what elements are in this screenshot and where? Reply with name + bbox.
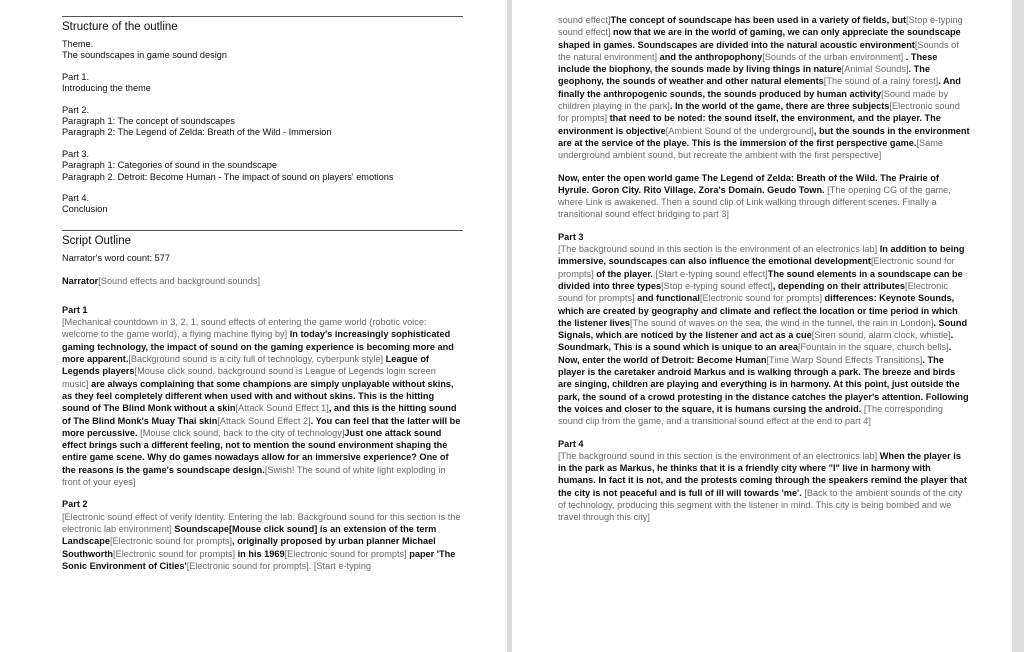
part-2-title: Part 2 bbox=[62, 499, 88, 510]
outline-block bbox=[62, 193, 463, 216]
sound-cue: [Sound made by children playing in the park] bbox=[558, 88, 949, 112]
outline-block bbox=[62, 105, 463, 139]
part-2-text bbox=[62, 512, 461, 571]
narration-text: and the anthropophony bbox=[657, 51, 763, 62]
outline-part-text: Introducing the theme bbox=[62, 83, 151, 94]
narration-text: and functional bbox=[634, 293, 700, 304]
narration-text: . In the world of the game, there are three subjects bbox=[669, 101, 890, 112]
sound-cue: [Animal Sounds] bbox=[841, 64, 909, 75]
narration-text: . Now, enter the world of Detroit: Become Human bbox=[558, 342, 952, 365]
script-divider bbox=[62, 230, 463, 231]
part-4-title: Part 4 bbox=[558, 438, 584, 449]
narration-text: . Soundmark, This is a sound which is unique to an area bbox=[558, 330, 954, 353]
sound-cue: [Mouse click sound, background sound is League of Legends login screen music] bbox=[62, 366, 436, 389]
sound-cue: [Sounds of the natural environment] bbox=[558, 39, 959, 62]
narration-text: . You can feel that the latter will be more percussive. bbox=[62, 415, 461, 438]
part-4 bbox=[558, 438, 970, 524]
sound-cue: [Attack Sound Effect 2] bbox=[217, 415, 311, 426]
part-1 bbox=[62, 304, 463, 488]
narration-text: . The geophony, the sounds of weather and other natural elements bbox=[558, 64, 930, 87]
sound-cue: [Siren sound, alarm clock, whistle] bbox=[811, 330, 951, 341]
outline-part-text: Paragraph 2: The Legend of Zelda: Breath of the Wild - Immersion bbox=[62, 127, 332, 138]
outline-blocks bbox=[62, 39, 463, 216]
sound-cue: [Back to the ambient sounds of the city of technology, producing this segment with the listener in mind. This city is being bombed and we travel through this city] bbox=[558, 487, 963, 523]
outline-part-label: Part 4. bbox=[62, 193, 90, 204]
outline-block bbox=[62, 72, 463, 95]
sound-cue: [Sounds of the urban environment] bbox=[762, 51, 904, 62]
sound-cue: [Swish! The sound of white light exploding in front of your eyes] bbox=[62, 464, 446, 488]
narration-text: . Sound Signals, which are noticed by the listener and act as a cue bbox=[558, 317, 968, 341]
sound-cue: [Electronic sound for prompts]. [Start e-typing bbox=[186, 560, 372, 571]
sound-cue: [Electronic sound for prompts] bbox=[284, 548, 407, 559]
sound-cue: [Mouse click sound, back to the city of technology] bbox=[137, 427, 345, 438]
sound-cue: sound effect] bbox=[558, 15, 611, 25]
sound-cue: [Ambient Sound of the underground] bbox=[665, 125, 814, 136]
sound-cue: [The sound of waves on the sea, the wind in the tunnel, the rain in London] bbox=[630, 317, 934, 328]
sound-cue: [The background sound in this section is the environment of an electronics lab] bbox=[558, 450, 878, 461]
outline-divider bbox=[62, 16, 463, 17]
outline-heading: Structure of the outline bbox=[62, 21, 178, 33]
narration-text: , but the sounds in the environment are at the service of the playe. This is the immersion of the first perspective game. bbox=[558, 125, 970, 148]
outline-block bbox=[62, 149, 463, 183]
narration-text: . These include the biophony, the sounds made by living things in nature bbox=[558, 51, 938, 75]
sound-cue: [The sound of a rainy forest] bbox=[823, 76, 939, 87]
narration-text: In addition to being immersive, soundscapes can also influence the emotional development bbox=[558, 244, 965, 267]
narration-text: , and this is the hitting sound of The Blind Monk's Muay Thai skin bbox=[62, 403, 457, 426]
sound-cue: [The background sound in this section is the environment of an electronics lab] bbox=[558, 244, 878, 255]
narration-text: paper 'The Sonic Environment of Cities' bbox=[62, 548, 456, 571]
outline-part-text: Conclusion bbox=[62, 204, 108, 215]
sound-cue: [Electronic sound for prompts] bbox=[699, 293, 822, 304]
sound-cue: [Electronic sound for prompts] bbox=[558, 280, 948, 304]
narration-text: that need to be noted: the sound itself, the environment, and the player. The environment is objective bbox=[558, 113, 941, 136]
narration-text: are always complaining that some champions are simply unplayable without skins, as they feel completely different when used with and without skins. This is the hitting sound of The Blind Monk without a skin bbox=[62, 378, 454, 414]
outline-block bbox=[62, 39, 463, 62]
narration-text: . And finally the anthropogenic sounds, the sounds produced by human activity bbox=[558, 76, 961, 99]
sound-cue: [Electronic sound for prompts] bbox=[113, 548, 236, 559]
part-1-text bbox=[62, 317, 460, 487]
sound-cue: [Fountain in the square, church bells] bbox=[797, 342, 949, 353]
sound-cue: [Stop e-typing sound effect] bbox=[558, 15, 963, 38]
sound-cue: [The corresponding sound clip from the game, and a transitional sound effect at the end to part 4] bbox=[558, 403, 943, 427]
narration-text: The sound elements in a soundscape can be divided into three types bbox=[558, 268, 963, 291]
narrator-line bbox=[62, 276, 463, 286]
outline-part-text: Paragraph 2. Detroit: Become Human - The impact of sound on players' emotions bbox=[62, 171, 394, 182]
sound-cue: [Background sound is a city full of technology, cyberpunk style] bbox=[128, 354, 384, 365]
part-1-title: Part 1 bbox=[62, 304, 88, 315]
part-2-continued-text bbox=[558, 15, 970, 160]
part-2 bbox=[62, 498, 463, 572]
narration-text: differences: Keynote Sounds, which are created by geography and climate and reflect the location or time period in which the listener lives bbox=[558, 293, 958, 328]
narration-text: Soundscape[Mouse click sound] is an extension of the term Landscape bbox=[62, 523, 437, 547]
narration-text: Just one attack sound effect brings such a different feeling, not to mention the sound environment shaping the entire game scene. Why do games nowadays allow for an immersive experience? One of the reasons is the game's soundscape design. bbox=[62, 427, 449, 475]
sound-cue: [Time Warp Sound Effects Transitions] bbox=[766, 354, 923, 365]
outline-part-label: Part 2. bbox=[62, 104, 90, 115]
narration-text: When the player is in the park as Markus, he thinks that it is a friendly city where "I" live in harmony with humans. In fact it is not, and the protests coming through the speakers remind the player that the city is not peaceful and is full of ill will towards 'me'. bbox=[558, 450, 967, 498]
sound-cue: [Electronic sound for prompts] bbox=[558, 101, 960, 124]
narration-text: League of Legends players bbox=[62, 354, 429, 377]
outline-part-text: Paragraph 1: Categories of sound in the soundscape bbox=[62, 160, 278, 171]
zelda-paragraph bbox=[558, 172, 970, 221]
part-3 bbox=[558, 231, 970, 428]
part-4-text bbox=[558, 451, 967, 522]
outline-part-text: The soundscapes in game sound design bbox=[62, 50, 227, 61]
sound-cue: [Start e-typing sound effect] bbox=[652, 268, 768, 279]
sound-cue: [Electronic sound for prompts] bbox=[558, 256, 955, 279]
script-heading: Script Outline bbox=[62, 234, 132, 247]
narration-text: , depending on their attributes bbox=[772, 280, 906, 291]
part-2-continued bbox=[558, 14, 970, 162]
narrator-label: Narrator bbox=[62, 275, 99, 286]
sound-cue: [Attack Sound Effect 1] bbox=[235, 403, 329, 414]
outline-part-label: Theme. bbox=[62, 39, 94, 49]
narration-text: The concept of soundscape has been used in a variety of fields, but bbox=[610, 15, 907, 25]
narration-text: , originally proposed by urban planner Michael Southworth bbox=[62, 536, 436, 559]
sound-cue: [Electronic sound effect of verify identity. Entering the lab. Background sound for this section is the electronic lab environment] bbox=[62, 511, 461, 534]
sound-cue: [Stop e-typing sound effect] bbox=[661, 280, 773, 291]
part-3-text bbox=[558, 244, 969, 426]
narration-text: in his 1969 bbox=[235, 548, 285, 559]
outline-part-text: Paragraph 1: The concept of soundscapes bbox=[62, 116, 235, 127]
narration-text: . The player is the caretaker android Markus and is walking through a park. The breeze and birds are singing, children are playing and everything is in harmony. At this point, just outside the park, the sound of a crowd protesting in the distance catches the player's attention. Following the voices and closer to the square, it is humans cursing the android. bbox=[558, 354, 969, 414]
narration-text: now that we are in the world of gaming, we can only appreciate the soundscape shaped in games. Soundscapes are divided into the natural acoustic environment bbox=[558, 27, 961, 50]
narration-text: In today's increasingly sophisticated gaming technology, the impact of sound on the gaming experience is becoming more and more apparent. bbox=[62, 329, 454, 365]
narrator-note: [Sound effects and background sounds] bbox=[98, 275, 261, 286]
word-count: Narrator's word count: 577 bbox=[62, 252, 170, 263]
zelda-text bbox=[558, 173, 951, 220]
sound-cue: [Same underground ambient sound, but recreate the ambient with the first perspective] bbox=[558, 137, 943, 161]
outline-part-label: Part 1. bbox=[62, 71, 90, 82]
narration-text: of the player. bbox=[593, 268, 653, 279]
narration-text: Now, enter the open world game The Legend of Zelda: Breath of the Wild. The Prairie of Hyrule. Goron City. Rito Village. Zora's Domain. Geudo Town. bbox=[558, 172, 939, 195]
sound-cue: [Electronic sound for prompts] bbox=[110, 536, 233, 547]
left-page bbox=[0, 0, 507, 652]
part-3-title: Part 3 bbox=[558, 231, 584, 242]
sound-cue: [Mechanical countdown in 3, 2, 1, sound effects of entering the game world (robotic voice: welcome to the game world), a flying machine flying by] bbox=[62, 317, 427, 340]
sound-cue: [The opening CG of the game, where Link is awakened. Then a sound clip of Link walking through different scenes. Finally a transitional sound effect bridging to part 3] bbox=[558, 184, 951, 220]
right-page bbox=[512, 0, 1012, 652]
outline-part-label: Part 3. bbox=[62, 148, 90, 159]
